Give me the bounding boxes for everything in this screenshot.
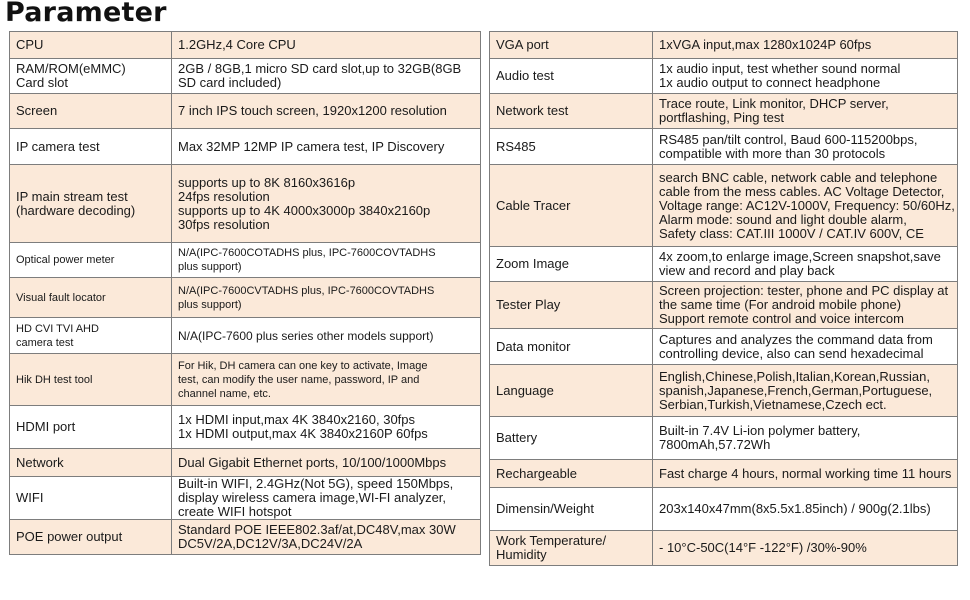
spec-label-line: Screen — [16, 103, 58, 118]
spec-value-line: Alarm mode: sound and light double alarm, — [659, 211, 907, 227]
spec-label-line: camera test — [16, 336, 74, 349]
spec-value — [653, 365, 958, 417]
spec-label — [10, 449, 172, 477]
spec-value — [653, 488, 958, 531]
spec-label-line: Audio test — [496, 68, 554, 83]
spec-label — [490, 94, 653, 129]
spec-label-line: HDMI port — [16, 419, 76, 434]
spec-value-line: supports up to 8K 8160x3616p — [178, 174, 356, 190]
spec-value — [653, 59, 958, 94]
spec-value — [172, 520, 481, 555]
spec-value-line: 7800mAh,57.72Wh — [659, 437, 771, 452]
spec-value-line: 7 inch IPS touch screen, 1920x1200 resolution — [178, 103, 447, 118]
spec-value-line: Captures and analyzes the command data from — [659, 331, 933, 347]
spec-label — [490, 460, 653, 488]
spec-value — [653, 32, 958, 59]
spec-value — [172, 129, 481, 165]
spec-value — [172, 32, 481, 59]
spec-label-line: Language — [496, 382, 554, 398]
spec-value — [172, 278, 481, 318]
spec-value-line: create WIFI hotspot — [178, 504, 292, 519]
spec-label — [490, 488, 653, 531]
spec-value-line: N/A(IPC-7600 plus series other models support) — [178, 328, 434, 343]
spec-label-line: Visual fault locator — [16, 291, 106, 304]
spec-value — [653, 94, 958, 129]
left-spec-row — [10, 243, 481, 278]
spec-label-line: RAM/ROM(eMMC) — [16, 61, 126, 76]
spec-value-line: view and record and play back — [659, 263, 835, 278]
spec-value-line: DC5V/2A,DC12V/3A,DC24V/2A — [178, 536, 363, 551]
spec-label — [490, 365, 653, 417]
spec-value-line: 203x140x47mm(8x5.5x1.85inch) / 900g(2.1lbs) — [659, 501, 931, 516]
spec-label-line: Network — [16, 454, 64, 470]
spec-value-line: Serbian,Turkish,Vietnamese,Czech ect. — [659, 396, 887, 412]
spec-label-line: Rechargeable — [496, 465, 577, 481]
spec-label — [490, 531, 653, 566]
right-spec-row — [490, 329, 958, 365]
spec-label-line: VGA port — [496, 37, 549, 52]
spec-value-line: 1x audio input, test whether sound normal — [659, 61, 901, 76]
spec-label — [10, 278, 172, 318]
spec-value — [172, 243, 481, 278]
spec-value — [653, 460, 958, 488]
spec-value-line: RS485 pan/tilt control, Baud 600-115200bps, — [659, 131, 918, 147]
spec-value-line: 1x HDMI input,max 4K 3840x2160, 30fps — [178, 412, 416, 427]
spec-value-line: the same time (For android mobile phone) — [659, 297, 902, 312]
spec-label — [10, 165, 172, 243]
spec-label — [10, 32, 172, 59]
spec-value-line: N/A(IPC-7600COTADHS plus, IPC-7600COVTADHS — [178, 247, 436, 259]
left-spec-table — [9, 31, 481, 555]
spec-value-line: Built-in WIFI, 2.4GHz(Not 5G), speed 150Mbps, — [178, 476, 454, 491]
spec-label — [10, 243, 172, 278]
spec-label — [490, 247, 653, 282]
spec-label — [490, 129, 653, 165]
right-spec-row — [490, 365, 958, 417]
spec-value — [653, 531, 958, 566]
spec-value-line: - 10°C-50C(14°F -122°F) /30%-90% — [659, 540, 867, 555]
spec-label — [10, 477, 172, 520]
spec-value-line: Support remote control and voice intercom — [659, 311, 904, 326]
spec-value — [653, 247, 958, 282]
spec-label — [490, 417, 653, 460]
spec-value-line: 1xVGA input,max 1280x1024P 60fps — [659, 37, 872, 52]
spec-label-line: WIFI — [16, 490, 44, 505]
spec-value — [653, 129, 958, 165]
spec-value — [172, 477, 481, 520]
spec-value-line: English,Chinese,Polish,Italian,Korean,Russian, — [659, 368, 930, 384]
spec-value-line: search BNC cable, network cable and telephone — [659, 169, 938, 185]
left-spec-row — [10, 278, 481, 318]
spec-label — [10, 520, 172, 555]
right-spec-row — [490, 460, 958, 488]
spec-value-line: SD card included) — [178, 75, 282, 90]
spec-value — [172, 354, 481, 406]
spec-label-line: (hardware decoding) — [16, 202, 136, 218]
spec-value-line: Trace route, Link monitor, DHCP server, — [659, 96, 889, 111]
left-spec-row — [10, 94, 481, 129]
spec-value — [172, 165, 481, 243]
left-spec-row — [10, 477, 481, 520]
spec-value-line: 24fps resolution — [178, 188, 270, 204]
spec-value-line: portflashing, Ping test — [659, 110, 785, 125]
spec-label-line: IP main stream test — [16, 188, 128, 204]
spec-label-line: RS485 — [496, 138, 536, 154]
left-spec-row — [10, 449, 481, 477]
spec-label — [10, 129, 172, 165]
spec-value-line: Standard POE IEEE802.3af/at,DC48V,max 30W — [178, 522, 456, 537]
spec-label — [490, 282, 653, 329]
spec-value — [653, 417, 958, 460]
spec-label-line: IP camera test — [16, 138, 100, 154]
spec-value-line: compatible with more than 30 protocols — [659, 145, 886, 161]
spec-value-line: channel name, etc. — [178, 387, 271, 400]
spec-value-line: 2GB / 8GB,1 micro SD card slot,up to 32GB(8GB — [178, 61, 462, 76]
left-spec-row — [10, 129, 481, 165]
page-title: Parameter — [5, 0, 167, 28]
spec-label-line: HD CVI TVI AHD — [16, 322, 99, 335]
right-spec-table — [489, 31, 958, 566]
spec-label-line: Optical power meter — [16, 254, 115, 266]
right-spec-row — [490, 94, 958, 129]
spec-label-line: Work Temperature/ — [496, 533, 607, 548]
spec-value — [653, 282, 958, 329]
spec-label — [490, 59, 653, 94]
left-spec-row — [10, 165, 481, 243]
left-spec-row — [10, 520, 481, 555]
right-spec-row — [490, 247, 958, 282]
spec-value — [172, 59, 481, 94]
left-spec-row — [10, 59, 481, 94]
spec-value-line: Safety class: CAT.III 1000V / CAT.IV 600V, CE — [659, 225, 924, 241]
spec-value — [172, 318, 481, 354]
spec-label — [10, 354, 172, 406]
spec-label-line: Tester Play — [496, 297, 561, 312]
right-spec-row — [490, 417, 958, 460]
spec-value-line: For Hik, DH camera can one key to activate, Image — [178, 359, 428, 372]
right-spec-row — [490, 59, 958, 94]
spec-value-line: 4x zoom,to enlarge image,Screen snapshot,save — [659, 249, 941, 264]
spec-label — [490, 165, 653, 247]
left-spec-row — [10, 406, 481, 449]
spec-value — [172, 94, 481, 129]
spec-value-line: supports up to 4K 4000x3000p 3840x2160p — [178, 202, 431, 218]
right-spec-row — [490, 282, 958, 329]
spec-label — [10, 318, 172, 354]
spec-value — [653, 329, 958, 365]
spec-value-line: display wireless camera image,WI-FI analyzer, — [178, 490, 447, 505]
spec-value — [653, 165, 958, 247]
right-spec-row — [490, 165, 958, 247]
spec-label-line: CPU — [16, 37, 44, 52]
spec-value-line: Fast charge 4 hours, normal working time 11 hours — [659, 465, 952, 481]
spec-value — [172, 449, 481, 477]
right-spec-row — [490, 488, 958, 531]
spec-value-line: N/A(IPC-7600CVTADHS plus, IPC-7600COVTADHS — [178, 284, 435, 297]
spec-value-line: Built-in 7.4V Li-ion polymer battery, — [659, 423, 861, 438]
spec-label-line: Network test — [496, 103, 569, 118]
spec-value-line: plus support) — [178, 298, 242, 311]
spec-value-line: cable from the mess cables. AC Voltage Detector, — [659, 183, 945, 199]
left-spec-row — [10, 318, 481, 354]
right-spec-row — [490, 32, 958, 59]
spec-label-line: POE power output — [16, 529, 123, 544]
spec-label-line: Humidity — [496, 547, 547, 562]
spec-label — [10, 59, 172, 94]
right-spec-row — [490, 129, 958, 165]
spec-value-line: Voltage range: AC12V-1000V, Frequency: 50/60Hz, — [659, 197, 955, 213]
spec-value-line: Dual Gigabit Ethernet ports, 10/100/1000Mbps — [178, 454, 447, 470]
spec-label — [10, 94, 172, 129]
right-spec-row — [490, 531, 958, 566]
left-spec-row — [10, 354, 481, 406]
spec-value-line: Max 32MP 12MP IP camera test, IP Discovery — [178, 138, 445, 154]
spec-value-line: Screen projection: tester, phone and PC display at — [659, 283, 949, 298]
spec-value-line: 1x audio output to connect headphone — [659, 75, 881, 90]
left-spec-row — [10, 32, 481, 59]
spec-label-line: Cable Tracer — [496, 197, 571, 213]
spec-label — [10, 406, 172, 449]
spec-value-line: test, can modify the user name, password, IP and — [178, 373, 420, 386]
spec-value-line: 1x HDMI output,max 4K 3840x2160P 60fps — [178, 426, 428, 441]
spec-label-line: Zoom Image — [496, 256, 569, 271]
spec-label-line: Battery — [496, 430, 538, 445]
spec-label — [490, 32, 653, 59]
spec-label-line: Hik DH test tool — [16, 373, 93, 386]
spec-label-line: Data monitor — [496, 338, 571, 354]
spec-label-line: Dimensin/Weight — [496, 501, 595, 516]
spec-label-line: Card slot — [16, 75, 69, 90]
spec-value-line: controlling device, also can send hexadecimal — [659, 345, 924, 361]
spec-value-line: 1.2GHz,4 Core CPU — [178, 37, 296, 52]
spec-value-line: 30fps resolution — [178, 216, 270, 232]
spec-value-line: spanish,Japanese,French,German,Portuguese, — [659, 382, 933, 398]
spec-value — [172, 406, 481, 449]
spec-value-line: plus support) — [178, 261, 242, 273]
spec-label — [490, 329, 653, 365]
